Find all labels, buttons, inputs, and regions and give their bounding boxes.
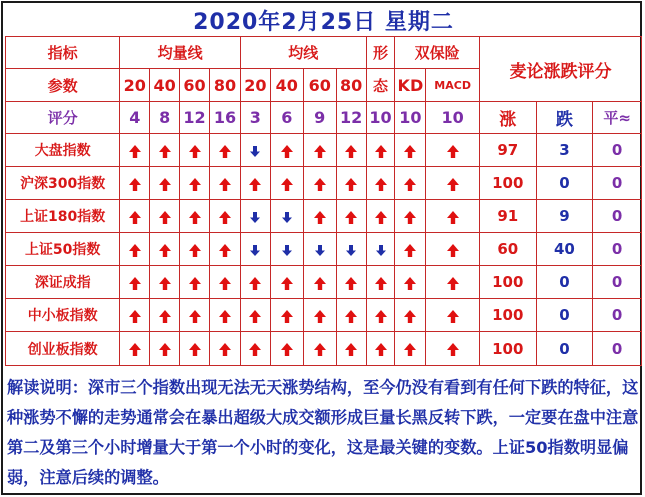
signal-cell xyxy=(240,200,270,233)
index-name: 大盘指数 xyxy=(6,134,120,167)
param-mv-60: 60 xyxy=(180,69,210,102)
arrow-up-icon xyxy=(218,207,232,226)
signal-cell xyxy=(270,332,303,366)
signal-cell xyxy=(426,299,480,332)
arrow-up-icon xyxy=(313,174,327,193)
arrow-up-icon xyxy=(280,339,294,358)
arrow-up-icon xyxy=(344,306,358,325)
arrow-down-icon xyxy=(249,240,261,259)
arrow-up-icon xyxy=(403,240,417,259)
arrow-up-icon xyxy=(218,141,232,160)
flat-score: 0 xyxy=(593,299,642,332)
param-kd: KD xyxy=(395,69,426,102)
flat-score: 0 xyxy=(593,233,642,266)
arrow-down-icon xyxy=(249,141,261,160)
weight-cell: 3 xyxy=(240,102,270,134)
arrow-up-icon xyxy=(248,339,262,358)
arrow-up-icon xyxy=(188,339,202,358)
signal-cell xyxy=(366,200,395,233)
signal-cell xyxy=(270,299,303,332)
arrow-up-icon xyxy=(128,240,142,259)
arrow-up-icon xyxy=(188,240,202,259)
weight-cell: 12 xyxy=(180,102,210,134)
signal-cell xyxy=(120,299,150,332)
down-score: 40 xyxy=(536,233,593,266)
score-table xyxy=(5,5,642,366)
weight-cell: 9 xyxy=(303,102,336,134)
arrow-up-icon xyxy=(158,306,172,325)
arrow-up-icon xyxy=(446,306,460,325)
signal-cell xyxy=(240,299,270,332)
param-ma-40: 40 xyxy=(270,69,303,102)
arrow-up-icon xyxy=(128,339,142,358)
signal-cell xyxy=(270,167,303,200)
signal-cell xyxy=(366,233,395,266)
down-score: 0 xyxy=(536,266,593,299)
signal-cell xyxy=(150,233,180,266)
index-name: 中小板指数 xyxy=(6,299,120,332)
signal-cell xyxy=(240,167,270,200)
up-score: 91 xyxy=(479,200,536,233)
signal-cell xyxy=(336,134,366,167)
index-name: 深证成指 xyxy=(6,266,120,299)
flat-score: 0 xyxy=(593,266,642,299)
arrow-up-icon xyxy=(313,306,327,325)
signal-cell xyxy=(336,200,366,233)
arrow-up-icon xyxy=(280,273,294,292)
down-score: 9 xyxy=(536,200,593,233)
arrow-up-icon xyxy=(248,273,262,292)
index-name: 沪深300指数 xyxy=(6,167,120,200)
index-row xyxy=(6,167,642,200)
arrow-up-icon xyxy=(280,306,294,325)
arrow-up-icon xyxy=(403,174,417,193)
arrow-up-icon xyxy=(403,273,417,292)
signal-cell xyxy=(210,134,241,167)
signal-cell xyxy=(150,332,180,366)
arrow-up-icon xyxy=(218,339,232,358)
signal-cell xyxy=(120,266,150,299)
up-score: 60 xyxy=(479,233,536,266)
page-title: 2020年2月25日 星期二 xyxy=(6,5,642,37)
signal-cell xyxy=(426,233,480,266)
arrow-up-icon xyxy=(446,141,460,160)
signal-cell xyxy=(303,266,336,299)
index-row xyxy=(6,134,642,167)
signal-cell xyxy=(395,134,426,167)
arrow-down-icon xyxy=(281,240,293,259)
signal-cell xyxy=(366,134,395,167)
arrow-up-icon xyxy=(313,273,327,292)
arrow-up-icon xyxy=(158,207,172,226)
index-name: 上证180指数 xyxy=(6,200,120,233)
group-double-insurance: 双保险 xyxy=(395,37,479,69)
param-mv-80: 80 xyxy=(210,69,241,102)
signal-cell xyxy=(210,332,241,366)
signal-cell xyxy=(120,233,150,266)
arrow-up-icon xyxy=(128,306,142,325)
signal-cell xyxy=(426,200,480,233)
arrow-up-icon xyxy=(158,141,172,160)
arrow-up-icon xyxy=(188,141,202,160)
signal-cell xyxy=(366,332,395,366)
arrow-up-icon xyxy=(128,273,142,292)
signal-cell xyxy=(210,233,241,266)
signal-cell xyxy=(180,299,210,332)
flat-score: 0 xyxy=(593,332,642,366)
arrow-up-icon xyxy=(374,174,388,193)
signal-cell xyxy=(180,332,210,366)
signal-cell xyxy=(395,266,426,299)
param-ma-20: 20 xyxy=(240,69,270,102)
signal-cell xyxy=(120,200,150,233)
score-label: 评分 xyxy=(6,102,120,134)
signal-cell xyxy=(180,167,210,200)
arrow-up-icon xyxy=(446,339,460,358)
signal-cell xyxy=(303,299,336,332)
arrow-up-icon xyxy=(128,207,142,226)
index-name: 上证50指数 xyxy=(6,233,120,266)
signal-cell xyxy=(150,167,180,200)
signal-cell xyxy=(240,266,270,299)
signal-cell xyxy=(150,134,180,167)
index-row xyxy=(6,266,642,299)
arrow-up-icon xyxy=(403,207,417,226)
weight-cell: 8 xyxy=(150,102,180,134)
signal-cell xyxy=(270,134,303,167)
arrow-down-icon xyxy=(375,240,387,259)
up-score: 97 xyxy=(479,134,536,167)
index-name: 创业板指数 xyxy=(6,332,120,366)
arrow-up-icon xyxy=(248,306,262,325)
param-mv-20: 20 xyxy=(120,69,150,102)
arrow-up-icon xyxy=(218,306,232,325)
signal-cell xyxy=(150,266,180,299)
group-ma-line: 均线 xyxy=(240,37,366,69)
arrow-up-icon xyxy=(158,339,172,358)
group-shape-bottom: 态 xyxy=(366,69,395,102)
arrow-up-icon xyxy=(403,339,417,358)
signal-cell xyxy=(426,134,480,167)
flat-score: 0 xyxy=(593,167,642,200)
arrow-up-icon xyxy=(313,141,327,160)
flat-score: 0 xyxy=(593,200,642,233)
signal-cell xyxy=(426,167,480,200)
weight-cell: 10 xyxy=(366,102,395,134)
arrow-up-icon xyxy=(188,174,202,193)
arrow-up-icon xyxy=(446,240,460,259)
arrow-up-icon xyxy=(188,207,202,226)
interpretation-note: 解读说明：深市三个指数出现无法无天涨势结构，至今仍没有看到有任何下跌的特征，这种涨势不懈的走势通常会在暴出超级大成交额形成巨量长黑反转下跌，一定要在盘中注意第二及第三个小时增量大于第一个小时的变化，这是最关键的变数。上证50指数明显偏弱，注意后续的调整。 xyxy=(7,378,639,487)
arrow-up-icon xyxy=(374,273,388,292)
indicator-label: 指标 xyxy=(6,37,120,69)
arrow-down-icon xyxy=(345,240,357,259)
signal-cell xyxy=(150,299,180,332)
signal-cell xyxy=(210,266,241,299)
group-ma-volume: 均量线 xyxy=(120,37,241,69)
arrow-up-icon xyxy=(374,306,388,325)
signal-cell xyxy=(150,200,180,233)
arrow-down-icon xyxy=(281,207,293,226)
result-up-label: 涨 xyxy=(479,102,536,134)
param-ma-80: 80 xyxy=(336,69,366,102)
signal-cell xyxy=(210,200,241,233)
signal-cell xyxy=(180,233,210,266)
arrow-up-icon xyxy=(313,339,327,358)
weight-cell: 6 xyxy=(270,102,303,134)
param-macd: MACD xyxy=(426,69,480,102)
signal-cell xyxy=(303,332,336,366)
index-row xyxy=(6,332,642,366)
arrow-up-icon xyxy=(158,240,172,259)
up-score: 100 xyxy=(479,299,536,332)
weight-cell: 10 xyxy=(395,102,426,134)
market-score-board xyxy=(1,1,642,495)
up-score: 100 xyxy=(479,332,536,366)
arrow-up-icon xyxy=(218,240,232,259)
arrow-up-icon xyxy=(446,174,460,193)
signal-cell xyxy=(395,167,426,200)
signal-cell xyxy=(210,167,241,200)
signal-cell xyxy=(120,332,150,366)
arrow-up-icon xyxy=(218,174,232,193)
param-mv-40: 40 xyxy=(150,69,180,102)
arrow-up-icon xyxy=(218,273,232,292)
up-score: 100 xyxy=(479,266,536,299)
signal-cell xyxy=(303,167,336,200)
weight-cell: 16 xyxy=(210,102,241,134)
signal-cell xyxy=(180,134,210,167)
signal-cell xyxy=(240,134,270,167)
flat-score: 0 xyxy=(593,134,642,167)
arrow-up-icon xyxy=(128,141,142,160)
signal-cell xyxy=(303,233,336,266)
arrow-up-icon xyxy=(280,174,294,193)
signal-cell xyxy=(395,233,426,266)
signal-cell xyxy=(120,134,150,167)
arrow-up-icon xyxy=(344,339,358,358)
signal-cell xyxy=(426,332,480,366)
arrow-up-icon xyxy=(248,174,262,193)
arrow-up-icon xyxy=(374,339,388,358)
arrow-down-icon xyxy=(249,207,261,226)
signal-cell xyxy=(270,233,303,266)
arrow-up-icon xyxy=(403,306,417,325)
param-ma-60: 60 xyxy=(303,69,336,102)
weight-cell: 12 xyxy=(336,102,366,134)
index-row xyxy=(6,200,642,233)
arrow-up-icon xyxy=(344,141,358,160)
down-score: 0 xyxy=(536,332,593,366)
signal-cell xyxy=(180,200,210,233)
index-row xyxy=(6,299,642,332)
arrow-up-icon xyxy=(374,207,388,226)
signal-cell xyxy=(270,266,303,299)
down-score: 0 xyxy=(536,167,593,200)
weight-cell: 10 xyxy=(426,102,480,134)
arrow-up-icon xyxy=(158,273,172,292)
result-down-label: 跌 xyxy=(536,102,593,134)
arrow-up-icon xyxy=(374,141,388,160)
arrow-up-icon xyxy=(446,207,460,226)
signal-cell xyxy=(240,332,270,366)
signal-cell xyxy=(426,266,480,299)
arrow-up-icon xyxy=(128,174,142,193)
weight-cell: 4 xyxy=(120,102,150,134)
signal-cell xyxy=(366,266,395,299)
down-score: 0 xyxy=(536,299,593,332)
arrow-down-icon xyxy=(314,240,326,259)
signal-cell xyxy=(303,200,336,233)
signal-cell xyxy=(395,299,426,332)
signal-cell xyxy=(366,299,395,332)
arrow-up-icon xyxy=(188,306,202,325)
arrow-up-icon xyxy=(344,273,358,292)
signal-cell xyxy=(303,134,336,167)
arrow-up-icon xyxy=(403,141,417,160)
signal-cell xyxy=(366,167,395,200)
down-score: 3 xyxy=(536,134,593,167)
group-shape-top: 形 xyxy=(366,37,395,69)
arrow-up-icon xyxy=(280,141,294,160)
arrow-up-icon xyxy=(158,174,172,193)
index-row xyxy=(6,233,642,266)
signal-cell xyxy=(395,332,426,366)
result-flat-label: 平≈ xyxy=(593,102,642,134)
signal-cell xyxy=(395,200,426,233)
arrow-up-icon xyxy=(344,174,358,193)
signal-cell xyxy=(120,167,150,200)
signal-cell xyxy=(336,167,366,200)
up-score: 100 xyxy=(479,167,536,200)
param-label: 参数 xyxy=(6,69,120,102)
signal-cell xyxy=(240,233,270,266)
signal-cell xyxy=(336,299,366,332)
signal-cell xyxy=(180,266,210,299)
summary-header: 麦论涨跌评分 xyxy=(479,37,641,102)
signal-cell xyxy=(210,299,241,332)
signal-cell xyxy=(336,332,366,366)
arrow-up-icon xyxy=(313,207,327,226)
arrow-up-icon xyxy=(188,273,202,292)
arrow-up-icon xyxy=(344,207,358,226)
arrow-up-icon xyxy=(446,273,460,292)
signal-cell xyxy=(270,200,303,233)
signal-cell xyxy=(336,233,366,266)
signal-cell xyxy=(336,266,366,299)
